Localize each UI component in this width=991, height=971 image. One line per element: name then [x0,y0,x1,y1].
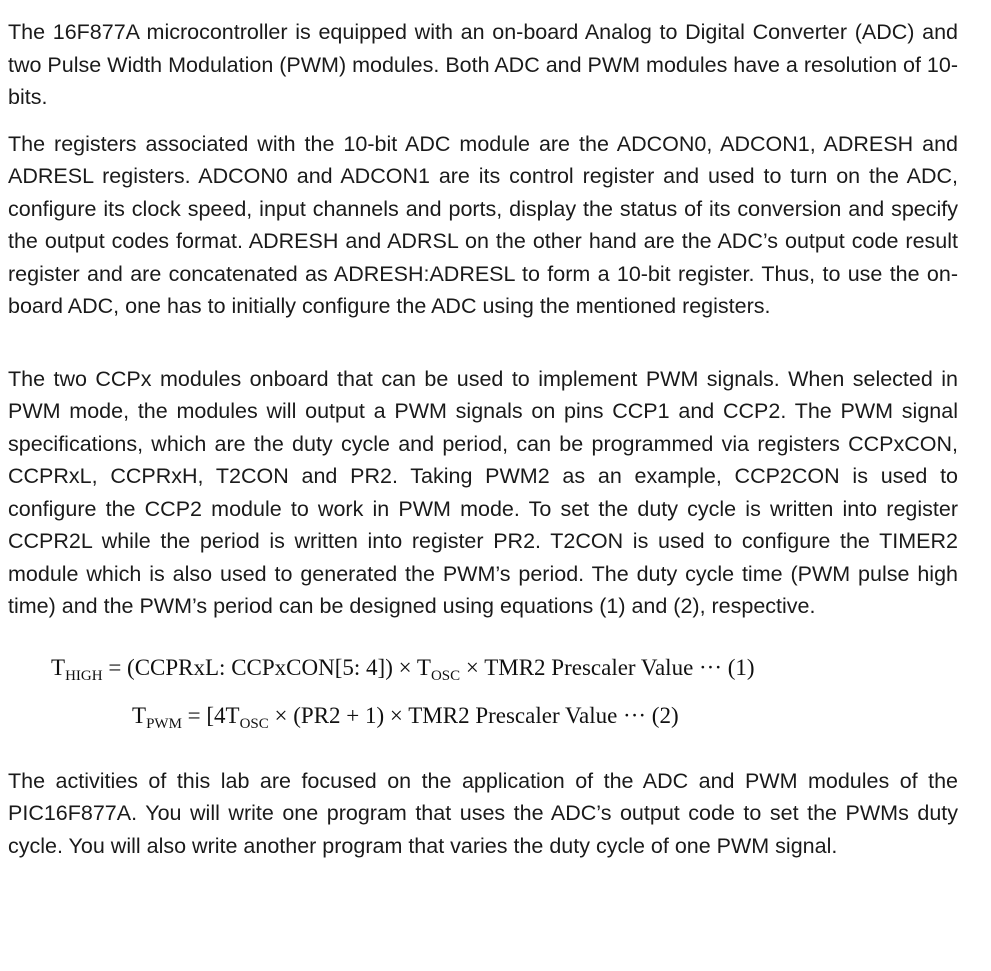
intro-paragraph: The 16F877A microcontroller is equipped with an on-board Analog to Digital Converter (ADC) and two Pulse Width Modulation (PWM) modules. Both ADC and PWM modules have a resolution of 10-bits. [8,20,958,109]
eq2-rhs-sub: OSC [239,715,269,732]
pwm-paragraph: The two CCPx modules onboard that can be used to implement PWM signals. When selected in PWM mode, the modules will output a PWM signals on pins CCP1 and CCP2. The PWM signal specifications, which are the duty cycle and period, can be programmed via registers CCPxCON, CCPRxL, CCPRxH, T2CON and PR2. Taking PWM2 as an example, CCP2CON is used to configure the CCP2 module to work in PWM mode. To set the duty cycle is written into register CCPR2L while the period is written into register PR2. T2CON is used to configure the TIMER2 module which is also used to generated the PWM’s period. The duty cycle time (PWM pulse high time) and the PWM’s period can be designed using equations (1) and (2), respective. [8,366,958,618]
eq1-rhs-part2: × TMR2 Prescaler Value ··· (1) [460,654,755,680]
eq2-lhs-base: T [132,702,147,728]
eq1-rhs-part1: = (CCPRxL: CCPxCON[5: 4]) × T [102,654,431,680]
activities-paragraph: The activities of this lab are focused on the application of the ADC and PWM modules of the PIC16F877A. You will write one program that uses the ADC’s output code to set the PWMs duty cycle. You will also write another program that varies the duty cycle of one PWM signal. [8,768,958,858]
document-page [8,16,958,862]
equations-block [8,639,958,765]
eq1-lhs-base: T [51,654,66,680]
eq2-rhs-part1: = [4T [181,702,240,728]
eq1-lhs-sub: HIGH [65,667,103,684]
adc-paragraph: The registers associated with the 10-bit ADC module are the ADCON0, ADCON1, ADRESH and ADRESL registers. ADCON0 and ADCON1 are its control register and used to turn on the ADC, configure its clock speed, input channels and ports, display the status of its conversion and specify the output codes format. ADRESH and ADRSL on the other hand are the ADC’s output code result register and are concatenated as ADRESH:ADRESL to form a 10-bit register. Thus, to use the on-board ADC, one has to initially configure the ADC using the mentioned registers. [8,131,958,318]
eq2-lhs-sub: PWM [146,715,182,732]
eq2-rhs-part2: × (PR2 + 1) × TMR2 Prescaler Value ··· (2) [268,702,679,728]
eq1-rhs-sub: OSC [430,667,461,684]
equation-2 [132,704,679,731]
equation-1 [51,656,755,683]
